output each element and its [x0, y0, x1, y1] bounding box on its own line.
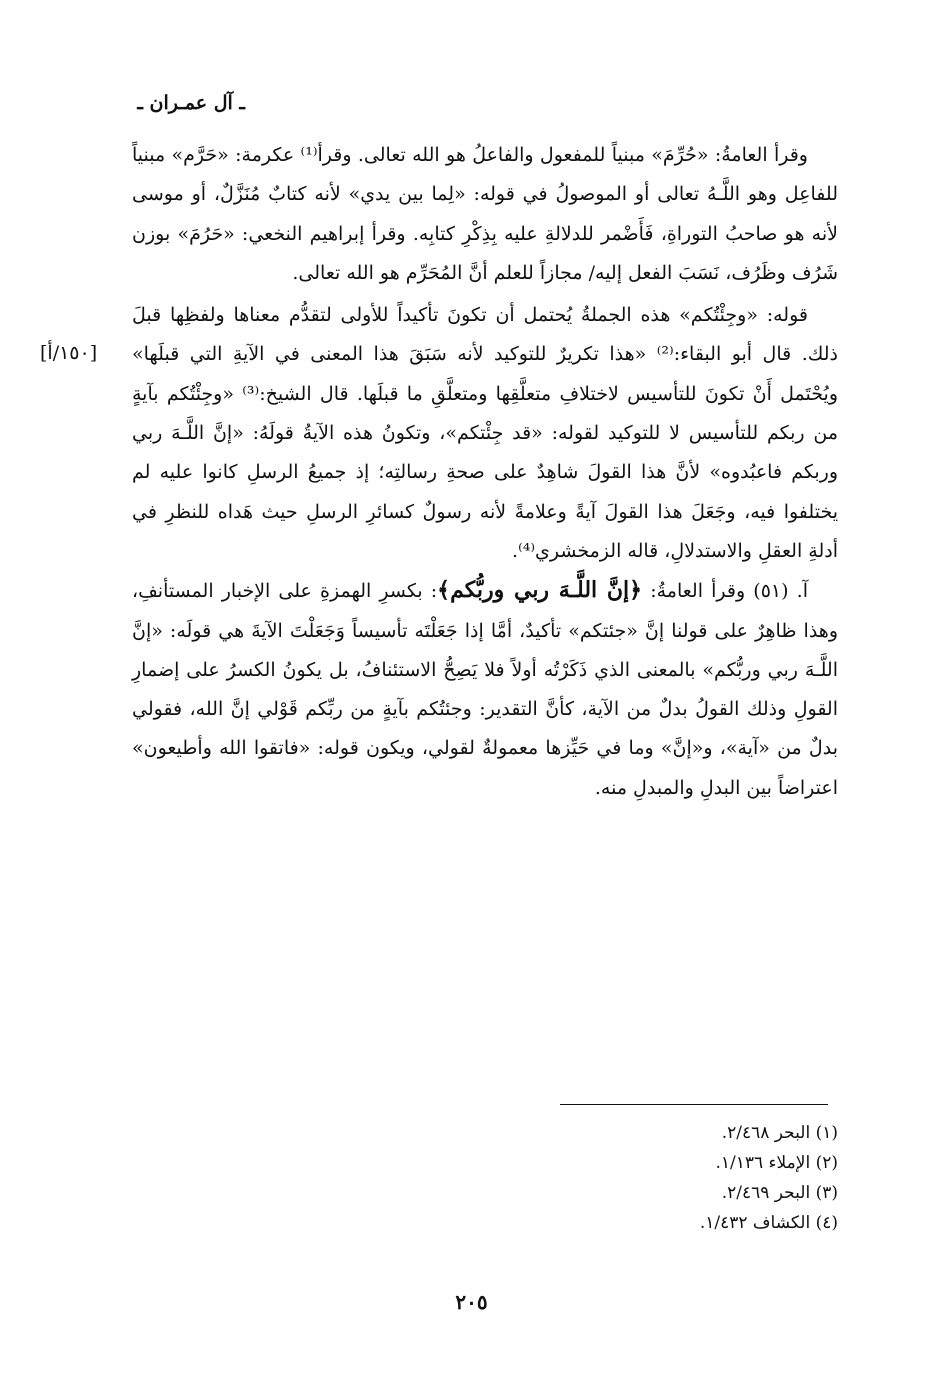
main-text — [132, 136, 838, 808]
footnote-1: (١) البحر ٢/٤٦٨. — [721, 1123, 838, 1143]
paragraph-1: وقرأ العامةُ: «حُرِّمَ» مبنياً للمفعول والفاعلُ هو الله تعالى. وقرأ⁽¹⁾ عكرمة: «حَرَّم» مبنياً للفاعِل وهو اللَّـهُ تعالى أو الموصولُ في قوله: «لِما بين يدي» لأنه كتابٌ مُنَزَّلٌ، أو موسى لأنه هو صاحبُ التوراةِ، فَأَضْمر للدلالةِ عليه بِذِكْرِ كتابِه. وقرأ إبراهيم النخعي: «حَرُمَ» بوزن شَرُف وظَرُف، نَسَبَ الفعل إليه/ مجازاً للعلم أنَّ المُحَرِّم هو الله تعالى. — [132, 144, 838, 284]
footnote-4: (٤) الكشاف ١/٤٣٢. — [699, 1213, 838, 1233]
quran-verse: ﴿إنَّ اللَّـهَ ربي وربُّكم﴾ — [437, 577, 643, 604]
footnotes — [438, 1118, 838, 1238]
footnote-3: (٣) البحر ٢/٤٦٩. — [721, 1183, 838, 1203]
paragraph-3-text: : بكسرِ الهمزةِ على الإخبار المستأنفِ، وهذا ظاهِرٌ على قولنا إنَّ «جئتكم» تأكيدٌ، أمَّا إذا جَعَلْتَه تأسيساً وَجَعَلْتَ الآيةَ هي قولَه: «إنَّ اللَّـهَ ربي وربُّكم» بالمعنى الذي ذَكَرْتُه أولاً فلا يَصِحُّ الاستئنافُ، بل يكونُ الكسرُ على إضمارِ القولِ وذلك القولُ بدلٌ من الآية، كأنَّ التقدير: وجئتُكم بآيةٍ من ربِّكم قَوْلي إنَّ الله، فقولي بدلٌ من «آية»، و«إنَّ» وما في حَيِّزها معمولةٌ لقولي، ويكون قوله: «فاتقوا الله وأطيعون» اعتراضاً بين البدلِ والمبدلِ منه. — [132, 580, 838, 799]
running-header: ـ آل عمـران ـ — [137, 92, 245, 114]
paragraph-3 — [132, 571, 838, 808]
page-number: ٢٠٥ — [455, 1290, 488, 1314]
footnote-2: (٢) الإملاء ١/١٣٦. — [715, 1153, 838, 1173]
verse-number-lead: آ. (٥١) وقرأ العامةُ: — [650, 580, 808, 603]
paragraph-2: قوله: «وجِئْتُكم» هذه الجملةُ يُحتمل أن تكونَ تأكيداً للأولى لتقدُّم معناها ولفظِها قبلَ ذلك. قال أبو البقاء:⁽²⁾ «هذا تكريرٌ للتوكيد لأنه سَبَقَ هذا المعنى في الآيةِ التي قبلَها» ويُحْتَمل أَنْ تكونَ للتأسيس لاختلافِ متعلَّقِها ومتعلَّقِ ما قبلَها. قال الشيخ:⁽³⁾ «وجِئْتُكم بآيةٍ من ربكم للتأسيس لا للتوكيد لقوله: «قد جِئْتكم»، وتكونُ هذه الآيةُ قولَهُ: «إنَّ اللَّـهَ ربي وربكم فاعبُدوه» لأنَّ هذا القولَ شاهِدٌ على صحةِ رسالتِه؛ إذ جميعُ الرسلِ كانوا عليه لم يختلفوا فيه، وجَعَلَ هذا القولَ آيةً وعلامةً لأنه رسولٌ كسائرِ الرسلِ حيث هَداه للنظرِ في أدلةِ العقلِ والاستدلالِ، قاله الزمخشري⁽⁴⁾. — [132, 304, 839, 562]
footnote-divider — [560, 1104, 828, 1105]
manuscript-folio-reference: [١٥٠/أ] — [40, 342, 98, 364]
